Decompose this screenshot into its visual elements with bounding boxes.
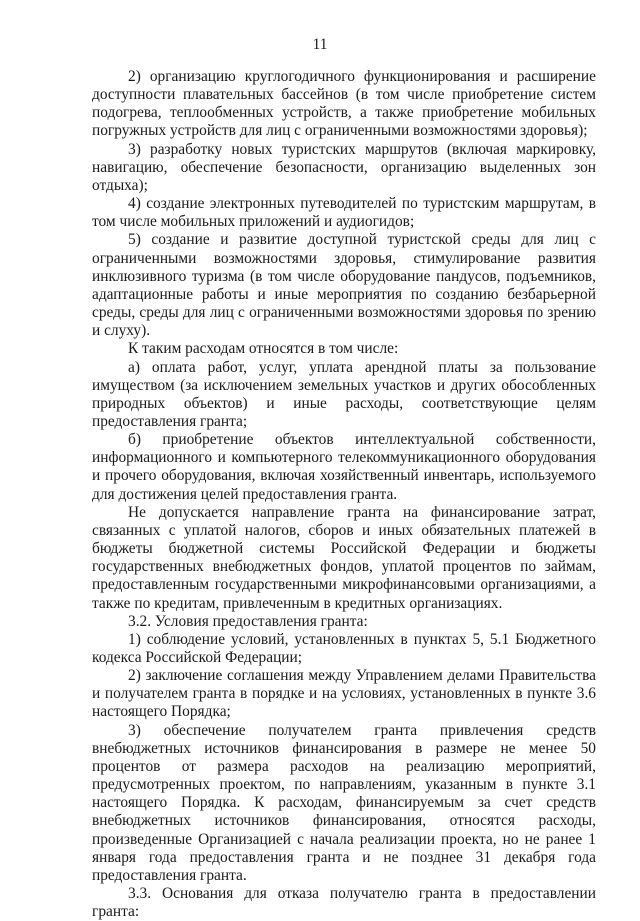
paragraph-item-3-tourist-routes: 3) разработку новых туристских маршрутов (включая маркировку, навигацию, обеспечение безопасности, организацию выделенных зон отдыха); <box>92 140 596 194</box>
paragraph-prohibited-expenses: Не допускается направление гранта на финансирование затрат, связанных с уплатой налогов, сборов и иных обязательных платежей в бюджеты бюджетной системы Российской Федерации и бюджеты государственных внебюджетных фондов, уплатой процентов по займам, предоставленным государственными микрофинансовыми организациями, а также по кредитам, привлеченным в кредитных организациях. <box>92 503 596 612</box>
paragraph-subitem-a-payments: а) оплата работ, услуг, уплата арендной платы за пользование имуществом (за исключением земельных участков и других обособленных природных объектов) и иные расходы, соответствующие целям предоставления гранта; <box>92 358 596 430</box>
paragraph-condition-1: 1) соблюдение условий, установленных в пунктах 5, 5.1 Бюджетного кодекса Российской Федерации; <box>92 630 596 666</box>
paragraph-expenses-intro: К таким расходам относятся в том числе: <box>128 340 399 358</box>
section-heading-3-2: 3.2. Условия предоставления гранта: <box>128 612 368 630</box>
paragraph-item-4-electronic-guides: 4) создание электронных путеводителей по туристским маршрутам, в том числе мобильных приложений и аудиогидов; <box>92 195 596 231</box>
paragraph-condition-3: 3) обеспечение получателем гранта привлечения средств внебюджетных источников финансирования в размере не менее 50 процентов от размера расходов на реализацию мероприятий, предусмотренных проектом, по направлениям, указанным в пункте 3.1 настоящего Порядка. К расходам, финансируемым за счет средств внебюджетных источников финансирования, относятся расходы, произведенные Организацией с начала реализации проекта, но не ранее 1 января года предоставления гранта и не позднее 31 декабря года предоставления гранта. <box>92 721 596 884</box>
paragraph-subitem-b-acquisition: б) приобретение объектов интеллектуальной собственности, информационного и компьютерного телекоммуникационного оборудования и прочего оборудования, включая хозяйственный инвентарь, используемого для достижения целей предоставления гранта. <box>92 431 596 503</box>
paragraph-item-2-swimming-pools: 2) организацию круглогодичного функционирования и расширение доступности плавательных бассейнов (в том числе приобретение систем подогрева, теплообменных устройств, а также приобретение мобильных погружных устройств для лиц с ограниченными возможностями здоровья); <box>92 68 596 140</box>
paragraph-item-5-accessible-environment: 5) создание и развитие доступной туристской среды для лиц с ограниченными возможностями здоровья, стимулирование развития инклюзивного туризма (в том числе оборудование пандусов, подъемников, адаптационные работы и иные мероприятия по созданию безбарьерной среды, среды для лиц с ограниченными возможностями здоровья по зрению и слуху). <box>92 231 596 340</box>
section-heading-3-3: 3.3. Основания для отказа получателю гранта в предоставлении гранта: <box>92 885 596 921</box>
page-number: 11 <box>312 36 328 53</box>
document-body <box>92 68 596 921</box>
paragraph-condition-2: 2) заключение соглашения между Управлением делами Правительства и получателем гранта в порядке и на условиях, установленных в пункте 3.6 настоящего Порядка; <box>92 667 596 721</box>
